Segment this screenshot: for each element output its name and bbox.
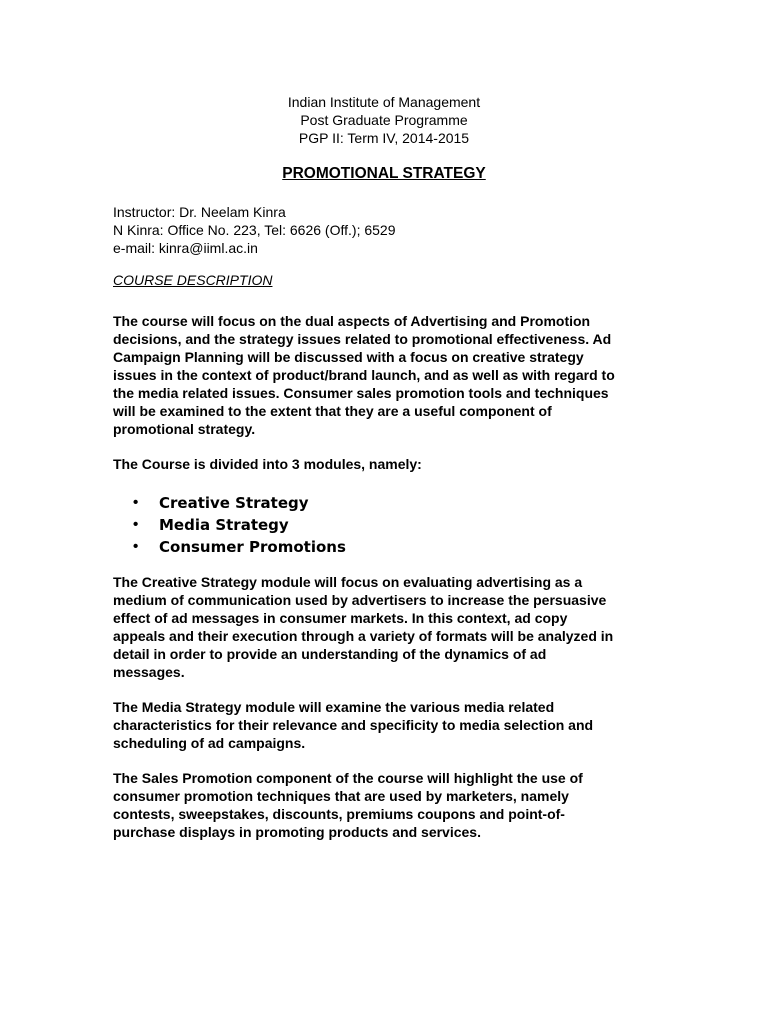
instructor-name: Instructor: Dr. Neelam Kinra (113, 204, 286, 220)
paragraph-line: decisions, and the strategy issues related to promotional effectiveness. Ad (113, 331, 612, 347)
instructor-info (113, 203, 396, 257)
module-item-creative-strategy (113, 492, 346, 514)
bullet-icon: • (133, 494, 139, 511)
paragraph-line: The course will focus on the dual aspects of Advertising and Promotion (113, 313, 591, 329)
paragraph-line: purchase displays in promoting products and services. (113, 824, 481, 840)
paragraph-line: messages. (113, 664, 185, 680)
programme-name: Post Graduate Programme (300, 112, 468, 128)
paragraph-line: effect of ad messages in consumer markets. In this context, ad copy (113, 610, 568, 626)
paragraph-line: The Creative Strategy module will focus on evaluating advertising as a (113, 574, 583, 590)
document-title: PROMOTIONAL STRATEGY (282, 165, 486, 182)
paragraph-line: The Media Strategy module will examine the various media related (113, 699, 555, 715)
paragraph-line: The Sales Promotion component of the course will highlight the use of (113, 770, 583, 786)
modules-intro-paragraph (113, 455, 658, 473)
module-label: Consumer Promotions (159, 538, 346, 556)
course-intro-paragraph (113, 312, 658, 438)
paragraph-line: the media related issues. Consumer sales promotion tools and techniques (113, 385, 609, 401)
bullet-icon: • (133, 538, 139, 555)
media-strategy-paragraph (113, 698, 658, 752)
term-line: PGP II: Term IV, 2014-2015 (298, 130, 470, 146)
course-description-heading: COURSE DESCRIPTION (113, 272, 273, 288)
paragraph-line: appeals and their execution through a variety of formats will be analyzed in (113, 628, 614, 644)
module-item-consumer-promotions (113, 536, 346, 558)
paragraph-line: issues in the context of product/brand launch, and as well as with regard to (113, 367, 615, 383)
creative-strategy-paragraph (113, 573, 658, 681)
instructor-email: e-mail: kinra@iiml.ac.in (113, 240, 258, 256)
document-header (0, 93, 768, 147)
paragraph-line: The Course is divided into 3 modules, namely: (113, 456, 422, 472)
paragraph-line: scheduling of ad campaigns. (113, 735, 306, 751)
module-label: Media Strategy (159, 516, 289, 534)
module-label: Creative Strategy (159, 494, 309, 512)
module-item-media-strategy (113, 514, 346, 536)
paragraph-line: medium of communication used by advertisers to increase the persuasive (113, 592, 607, 608)
institution-name: Indian Institute of Management (287, 94, 481, 110)
paragraph-line: promotional strategy. (113, 421, 256, 437)
paragraph-line: consumer promotion techniques that are used by marketers, namely (113, 788, 569, 804)
modules-list (113, 492, 346, 558)
paragraph-line: contests, sweepstakes, discounts, premiums coupons and point-of- (113, 806, 565, 822)
paragraph-line: will be examined to the extent that they are a useful component of (113, 403, 552, 419)
paragraph-line: characteristics for their relevance and specificity to media selection and (113, 717, 594, 733)
paragraph-line: detail in order to provide an understanding of the dynamics of ad (113, 646, 547, 662)
instructor-office: N Kinra: Office No. 223, Tel: 6626 (Off.); 6529 (113, 222, 396, 238)
paragraph-line: Campaign Planning will be discussed with a focus on creative strategy (113, 349, 584, 365)
bullet-icon: • (133, 516, 139, 533)
sales-promotion-paragraph (113, 769, 658, 841)
